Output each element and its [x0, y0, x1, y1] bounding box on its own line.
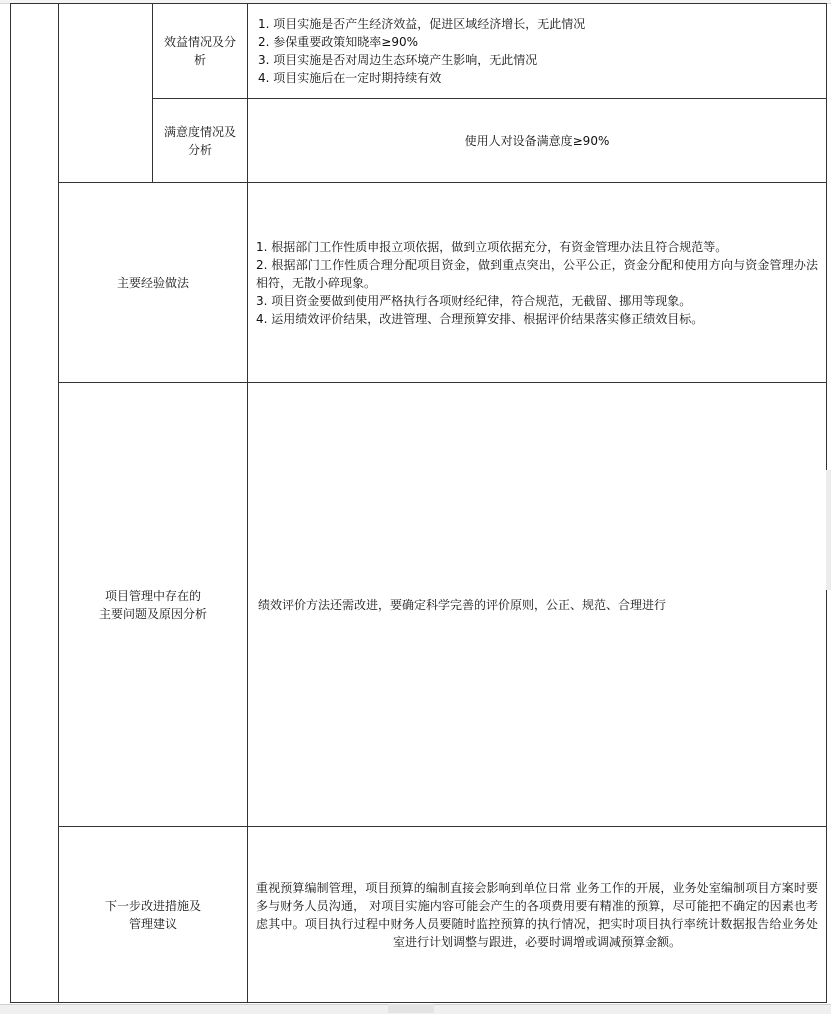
next-steps-label: [59, 827, 248, 1003]
experience-item-2: 2. 根据部门工作性质合理分配项目资金，做到重点突出，公平公正，资金分配和使用方向与资金管理办法相符，无散小碎现象。: [256, 257, 818, 290]
benefit-content: [248, 4, 827, 99]
benefit-item-4: 4. 项目实施后在一定时期持续有效: [258, 71, 442, 85]
next-steps-row: [11, 827, 827, 1003]
experience-row: [11, 183, 827, 383]
problems-label-line-2: 主要问题及原因分析: [98, 606, 207, 621]
experience-item-4: 4. 运用绩效评价结果，改进管理、合理预算安排、根据评价结果落实修正绩效目标。: [256, 311, 704, 326]
experience-item-1: 1. 根据部门工作性质申报立项依据，做到立项依据充分，有资金管理办法且符合规范等。: [256, 239, 728, 254]
outer-category-cell: [11, 4, 59, 1003]
satisfaction-label: 满意度情况及分析: [153, 99, 248, 183]
benefit-item-1: 1. 项目实施是否产生经济效益，促进区域经济增长，无此情况: [258, 17, 586, 31]
experience-item-3: 3. 项目资金要做到使用严格执行各项财经纪律，符合规范，无截留、挪用等现象。: [256, 293, 692, 308]
experience-content: [248, 183, 827, 383]
page-bottom-marker: [388, 1004, 434, 1013]
problems-row: [11, 383, 827, 827]
performance-report-table: [10, 3, 827, 1003]
satisfaction-content: 使用人对设备满意度≥90%: [248, 99, 827, 183]
problems-label-line-1: 项目管理中存在的: [104, 588, 201, 603]
benefit-row: [11, 4, 827, 99]
page-right-edge: [826, 470, 831, 590]
benefit-label: 效益情况及分析: [153, 4, 248, 99]
benefit-item-3: 3. 项目实施是否对周边生态环境产生影响，无此情况: [258, 53, 538, 67]
next-steps-label-line-2: 管理建议: [128, 916, 177, 931]
problems-label: [59, 383, 248, 827]
next-steps-content: 重视预算编制管理，项目预算的编制直接会影响到单位日常 业务工作的开展，业务处室编制项目方案时要多与财务人员沟通， 对项目实施内容可能会产生的各项费用要有精准的预算，尽可能把不确定的因素也考虑其中。项目执行过程中财务人员要随时监控预算的执行情况，把实时项目执行率统计数据报告给业务处室进行计划调整与跟进，必要时调增或调减预算金额。: [248, 827, 827, 1003]
experience-label: 主要经验做法: [59, 183, 248, 383]
next-steps-label-line-1: 下一步改进措施及: [104, 898, 201, 913]
problems-content: 绩效评价方法还需改进，要确定科学完善的评价原则，公正、规范、合理进行: [248, 383, 827, 827]
benefit-item-2: 2. 参保重要政策知晓率≥90%: [258, 35, 418, 49]
section-category-cell: [59, 4, 153, 183]
